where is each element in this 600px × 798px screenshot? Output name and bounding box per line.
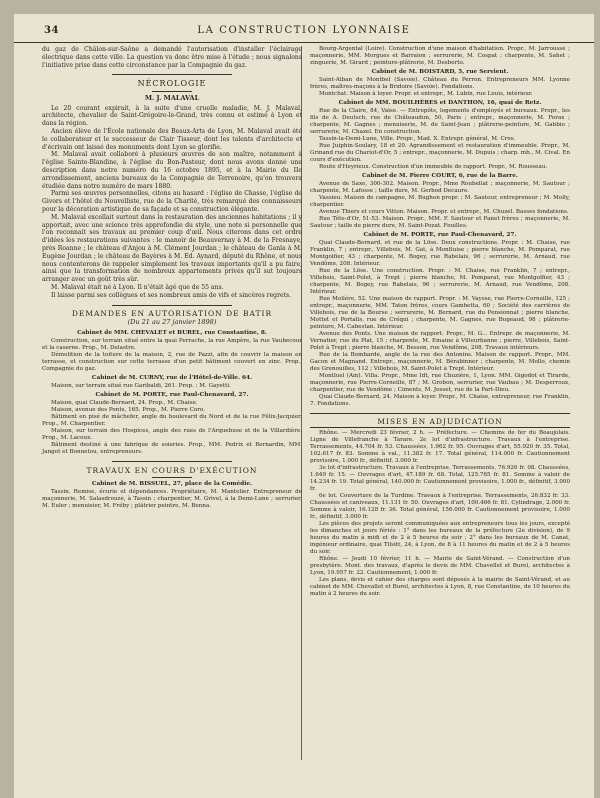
works-entry: Avenue Thiers et cours Vitton. Maison. Propr. et entrepr., M. Chuzel. Basses fondations. — [319, 209, 569, 215]
works-entry: Rue Juiphin-Soulary, 18 et 20. Agrandissement et restauration d'immeuble. Propr., M. Grinand rue du Chariot-d'Or, 5 ; entrepr., maçonnerie, M. Dupuis ; charp. mb., M. Cival. En cours d'exécution. — [310, 143, 570, 163]
obituary-paragraph: M. Malaval excellait surtout dans la restauration des anciennes habitations ; il y apportait, avec une science très approfondie du style, une note si personnelle que l'on reconnait ses travaux au premier coup d'œil. Nous citerons dans cet ordre d'idées les restaurations suivantes : le manoir de Beauvernay à M. de la Fresnaye, près Roanne ; le château d'Anjou à M. Clément Jourdan ; le château de Ganla à M. Eugène Jourdan ; le château de Bayères à M. Ed. Aynard, député du Rhône, et nous nous contenterons de rappeler simplement les travaux importants qu'il a pu faire, ainsi que la transformation de nombreux appartements privés qu'il sut toujours arranger avec un goût très sûr. — [42, 213, 302, 284]
tender-paragraph: 6e lot. Couverture de la Turdine. Travaux à l'entreprise. Terrassements, 26.832 fr. 33. Chaussées et caniveaux, 11.131 fr. 50. Ouvrages d'art, 100.466 fr. 81. Cylindrage, 2.000 fr. Somme à valoir, 16.128 fr. 36. Total général, 156.000 fr. Cautionnement provisoire, 1.000 fr., définitif, 3.000 fr. — [310, 493, 570, 520]
section-divider — [112, 74, 232, 75]
cabinet-label: Cabinet de MM. CHEVALET et BUREL, rue Constantine, 8. — [77, 329, 267, 336]
works-entry: Bourg-Argental (Loire). Construction d'une maison d'habitation. Propr., M. Jarrousse ; maçonnerie, MM. Morgues et Barraion ; serrurerie, M. Cospat ; charpente, M. Sahet ; zinguerie, M. Girard ; peinture-plâtrerie, M. Desberto. — [310, 46, 570, 66]
cabinet-label: Cabinet de M. Pierre COURT, 6, rue de la Barre. — [362, 173, 518, 179]
travaux-list — [42, 481, 302, 510]
works-entry: Route d'Heyrieux. Construction d'un immeuble de rapport. Propr., M. Rousseau. — [319, 164, 548, 170]
tender-paragraph: Rhône. — Jeudi 10 février, 11 h. — Mairie de Saint-Vérand. — Construction d'un presbytère. Mont. des travaux, d'après le devis de MM. Chavellet et Burel, architectes à Lyon, 19.957 fr. 22. Cautionnement, 1.000 fr. — [310, 556, 570, 576]
cabinet-label: Cabinet de M. CURNY, rue de l'Hôtel-de-Ville. 64. — [91, 374, 253, 381]
intro-paragraph: du gaz de Châlon-sur-Saône a demandé l'autorisation d'installer l'éclairage électrique dans cette ville. La question va donc être mise à l'étude ; nous signalons l'initiative prise dans cette circonstance par la Compagnie du gaz. — [42, 46, 302, 69]
permit-entry: Maison, sur terrain situé rue Garibaldi, 261. Prop. : M. Gayetti. — [51, 382, 231, 389]
short-rule — [152, 91, 192, 92]
demandes-list — [42, 330, 302, 456]
obituary-paragraph: M. Malaval avait collaboré à plusieurs œuvres de son maître, notamment à l'église Sainte-Blandine, à l'église du Bon-Pasteur, dont nous avons donné une description dans notre numéro du 16 octobre 1895, et à la Mairie du IIe arrondissement, anciens bureaux de la Compagnie de Terrenoire, qu'on trouvera étudiée dans notre numéro de mars 1880. — [42, 151, 302, 190]
cabinet-label: Cabinet de M. PORTE, rue Paul-Chenavard, 27. — [95, 391, 249, 398]
mises-heading: MISES EN ADJUDICATION — [377, 417, 503, 426]
right-column — [310, 46, 570, 598]
tender-paragraph: Les plans, devis et cahier des charges sont déposés à la mairie de Saint-Vérand, et au cabinet de MM. Chevallet et Burel, architectes à Lyon, 8, rue Constantine, de 10 heures du matin à 2 heures du soir. — [310, 577, 570, 597]
permit-entry: Bâtiment en pisé de mâchefer, angle du boulevard du Nord et de la rue Félix-Jacquier. Prop., M. Charpentier. — [42, 413, 302, 427]
mises-heading-box — [310, 413, 570, 428]
permit-entry: Bâtiment destiné à une fabrique de soieries. Prop., MM. Pedrix et Bernardin, MM. Jangot et Bonnetou, entrepreneurs. — [42, 441, 302, 455]
works-entry: Tassin-la-Demi-Lune, Ville. Propr., Mad. X. Entrepr. général, M. Cros. — [319, 136, 516, 142]
permit-entry: Maison, avenue des Ponts, 165. Prop., M. Pierre Coro. — [51, 406, 205, 413]
permit-entry: Maison, sur terrain des Hospices, angle des rues de l'Arquebuse et de la Villardière. Prop., M. Lacoux. — [42, 427, 302, 441]
demandes-heading: DEMANDES EN AUTORISATION DE BATIR — [71, 309, 273, 319]
demandes-dates: (Du 21 au 27 janvier 1898) — [127, 318, 217, 327]
obituary-paragraph: Il laisse parmi ses collègues et ses nombreux amis de vifs et sincères regrets. — [51, 291, 292, 299]
works-entry: Saint-Alban de Montbel (Savoie). Château du Perron. Entrepreneurs MM. Lyonne frères, maîtres-maçons à la Bridoire (Savoie). Fondations. — [310, 77, 570, 90]
left-column — [42, 46, 302, 510]
necrologie-heading: NÉCROLOGIE — [137, 79, 207, 89]
obituary-name: M. J. MALAVAL — [144, 93, 200, 102]
works-entry: Rue Molière, 52. Une maison de rapport. Propr. : M. Vaysse, rue Pierre-Corneille, 125 ; entrepr., maçonnerie, MM. Taton frères, cours Gambetta, 60 ; Société des carrières de Villebois, rue de la Bourse ; serrurerie, M. Bernard, rue du Pensionnat ; pierre blanche, Mottet et Portalis, rue de Créqui ; charpente, M. Gagnes, rue Bugeaud, 98 ; plâtrerie-peinture, M. Cabestan. Intérieur. — [310, 296, 570, 330]
short-rule — [152, 477, 192, 478]
works-entry: Avenue des Ponts. Une maison de rapport. Propr., M. G... Entrepr. de maçonnerie, M. Vernatier, rue du Plat, 15 ; charpente, M. Emaine à Villeurbanne ; pierre, Villebois, Saint-Polet à Trept ; pierre blanche, M. Besson, rue Vendôme, 208. Travaux intérieurs. — [310, 331, 570, 351]
works-entry: Rue Tête-d'Or, 51-53. Maison. Propr., MM. F. Sautour et Panet frères ; maçonnerie, M. Sautour ; taille de pierre dure, M. Saint-Pozat. Fouilles. — [310, 216, 570, 229]
permit-entry: Démolition de la toiture de la maison, 2, rue de Pazzi, afin de couvrir la maison en terrasse, et construction sur cette terrasse d'un petit bâtiment couvert en zinc. Prop., Compagnie du gaz. — [42, 351, 302, 372]
works-entry: Quai Claude-Bernard, et rue de la Löse. Deux constructions. Propr. : M. Chaise, rue Franklin, 7 ; entrepr., Villebois, M. Gat, à Montluise ; pierre blanche, M. Pomparat, rue Montgolfier, 43 ; charpente, M. Bogey, rue Rabelais, 96 ; serrurerie, M. Arnaud, rue Vendôme, 208. Intérieur. — [310, 240, 570, 267]
works-entry: Rue de la Löse. Une construction. Propr. : M. Chaise, rue Franklin, 7 ; entrepr., Villebois, Saint-Polet, à Trept ; pierre blanche, M. Pomparat, rue Montgolfier, 43 ; charpente, M. Bogey, rue Rabelais, 96 ; serrurerie, M. Arnaud, rue Vendôme, 208. Intérieur. — [310, 268, 570, 295]
cabinet-label: Cabinet de M. BOISTARD, 5, rue Servient. — [371, 69, 509, 75]
works-entry: Tassin. Remise, écurie et dépendances. Propriétaire, M. Mantelier. Entrepreneur de maçonnerie, M. Salasdrouze, à Tassin ; charpentier, M. Grivel, à la Demi-Lune ; serrurier, M. Euler ; menuisier, M. Fréby ; plâtrier peintre, M. Benna. — [42, 489, 302, 510]
works-entry: Vassieu. Maison de campagne, M. Bughon propr. ; M. Sautour, entrepreneur ; M. Molly, charpentier. — [310, 195, 570, 208]
cabinet-label: Cabinet de M. BISSUEL, 27, place de la Comédie. — [91, 481, 253, 488]
works-entry: Avenue de Saxe, 300-302. Maison. Propr., Mme Roubellat ; maçonnerie, M. Sautour ; charpente, M. Lafosse ; taille dure, M. Gerbod Decaure. — [310, 181, 570, 194]
travaux-heading: TRAVAUX EN COURS D'EXÉCUTION — [86, 465, 258, 475]
works-entry: Montluel (Ain). Villa. Propr., Mme Idt, rue Chuzière, 1, Lyon. MM. Gigodot et Tirarde, maçonnerie, rue Pierre-Corneille, 87 ; M. Grobon, serrurier, rue Vaubau ; M. Desperroux, charpentier, rue de Vendôme ; Ciments, M. Josset, rue de la Part-Dieu. — [310, 373, 570, 393]
obituary-paragraph: Le 20 courant expirait, à la suite d'une cruelle maladie, M. J. Malaval, architecte, chevalier de Saint-Grégoire-le-Grand, très connu et estimé à Lyon et dans la région. — [42, 104, 302, 128]
works-entry: Quai Claude-Bernard, 24. Maison à loyer. Propr., M. Chaise, entrepreneur, rue Franklin, 7. Fondations. — [310, 394, 570, 407]
permit-entry: Construction, sur terrain situé entre la quai Perrache, la rue Ampère, la rue Vaubecour et la caserne. Prop., M. Delastre. — [42, 337, 302, 351]
section-divider — [112, 461, 232, 462]
journal-title: LA CONSTRUCTION LYONNAISE — [197, 25, 411, 36]
works-entry: Rue de la Claire, 84, Vaise. — Entrepôts, logements d'employés et bureaux. Propr., les fils de A. Deutsch, rue de Châteaudun, 50, Paris ; entrepr., maçonnerie, M. Forax ; charpente, M. Gagnes ; menuiserie, M. de Saint-Jean ; plâtrerie-peinture, M. Gabbio ; serrurerie, M. Chazel. En construction. — [310, 108, 570, 135]
page-number: 34 — [44, 25, 59, 36]
newspaper-page — [14, 14, 594, 798]
cabinet-label: Cabinet de MM. BOUILHÈRES et DANTHON, 16, quai de Retz. — [338, 100, 542, 106]
obituary-paragraph: M. Malaval était né à Lyon. Il n'était âgé que de 55 ans. — [51, 283, 224, 291]
tender-paragraph: Rhône. — Mercredi 23 février, 2 h. — Préfecture. — Chemins de fer du Beaujolais. Ligne de Villefranche à Tarare. 2e lot d'infrastructure. Travaux à l'entreprise. Terrassements, 44.704 fr. 53. Chaussées, 1.962 fr. 95. Ouvrages d'art, 55.920 fr. 35. Total, 102.617 fr. 83. Somme à val., 11.382 fr. 17. Total général, 114.000 fr. Cautionnement provisoire, 1.000 fr., définitif, 3.000 fr. — [310, 430, 570, 464]
permit-entry: Maison, quai Claude-Bernard, 24. Prop., M. Chaise. — [51, 399, 198, 406]
works-entry: Montchat. Maison à loyer. Propr. et entrepr., M. Lubin, rue Louis, intérieur. — [319, 91, 533, 97]
section-divider — [112, 305, 232, 306]
cabinet-label: Cabinet de M. PORTE, rue Paul-Chenavard, 27. — [363, 232, 517, 238]
works-entry: Rue de la Bombarde, angle de la rue des Antonins. Maison de rapport. Propr., MM. Gacon et Magnand. Entrepr., maçonnerie, M. Bérabinner ; charpente, M. Mollo, chemin des Grenouilles, 112 ; Villebois, M. Saint-Polet à Trept. Intérieur. — [310, 352, 570, 372]
obituary-paragraph: Ancien élève de l'École nationale des Beaux-Arts de Lyon, M. Malaval avait été le collaborateur et le successeur de Clair Tisseur, dont les talents d'architecte et d'écrivain ont laissé des monuments dont Lyon se glorifie. — [42, 127, 302, 151]
tender-paragraph: Les pièces des projets seront communiquées aux entrepreneurs tous les jours, excepté les dimanches et jours fériés : 1° dans les bureaux de la préfecture (2e division), de 9 heures du matin à midi et de 2 à 5 heures du soir ; 2° dans les bureaux de M. Canat, ingénieur ordinaire, quai Tilsitt, 24, à Lyon, de 8 à 11 heures du matin et de 2 à 5 heures du soir. — [310, 521, 570, 555]
tender-paragraph: 3e lot d'infrastructure. Travaux à l'entreprise. Terrassements, 76.926 fr. 08. Chaussées, 1.649 fr. 15. — Ouvrages d'art, 47.189 fr. 68. Total, 125.765 fr. 81. Somme à valoir de 14.234 fr. 19. Total général, 140.000 fr. Cautionnement provisoire, 1.000 fr., définitif, 3.000 fr. — [310, 465, 570, 492]
obituary-paragraph: Parmi ses œuvres personnelles, citons au hasard : l'église de Chasse, l'église de Givors et l'hôtel du Nouvelliste, rue de la Charité, très remarqué des connaisseurs pour la décoration artistique de sa façade et sa construction élégante. — [42, 190, 302, 213]
page-header — [14, 14, 594, 43]
